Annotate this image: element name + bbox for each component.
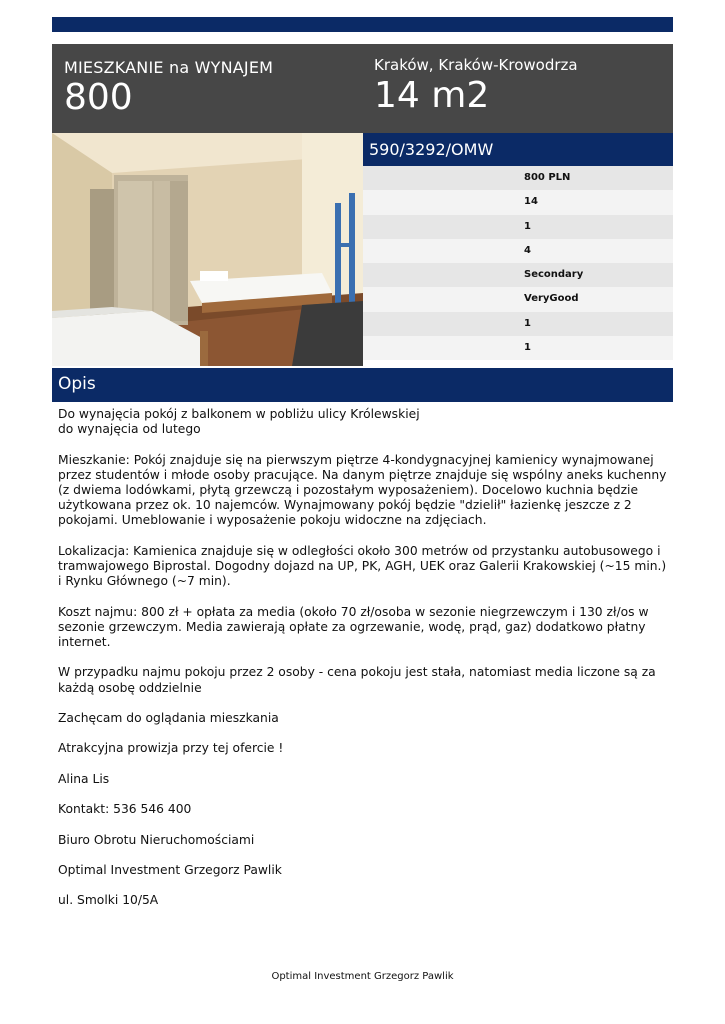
spec-value: 1 xyxy=(524,342,531,354)
spec-value: 800 PLN xyxy=(524,172,571,183)
reference-bar xyxy=(363,133,673,166)
description-heading-bar xyxy=(52,368,673,402)
description-paragraph: Lokalizacja: Kamienica znajduje się w odległości około 300 metrów od przystanku autobusowego i tramwajowego Biprostal. Dogodny dojazd na UP, PK, AGH, UEK oraz Galerii Krakowskiej (~15 min.) i Rynku Głównego (~7 min). xyxy=(58,543,667,589)
description-paragraph: Koszt najmu: 800 zł + opłata za media (około 70 zł/osoba w sezonie niegrzewczym i 130 zł/os w sezonie grzewczym. Media zawierają opłate za ogrzewanie, wodę, prąd, gaz) dodatkowo płatny internet. xyxy=(58,604,649,649)
description-paragraph: Atrakcyjna prowizja przy tej ofercie ! xyxy=(58,741,284,756)
spec-row xyxy=(363,287,673,311)
listing-area: 14 m2 xyxy=(374,75,490,116)
description-body xyxy=(58,407,670,924)
specs-table xyxy=(363,166,673,360)
spec-value: 4 xyxy=(524,244,531,256)
spec-value: 1 xyxy=(524,317,531,329)
spec-row xyxy=(363,190,673,214)
spec-row xyxy=(363,336,673,360)
spec-row xyxy=(363,263,673,287)
description-paragraph: Mieszkanie: Pokój znajduje się na pierwszym piętrze 4-kondygnacyjnej kamienicy wynajmowanej przez studentów i młode osoby pracujące. Na danym piętrze znajduje się wspólny aneks kuchenny (z dwiema lodówkami, płytą grzewczą i pozostałym wyposażeniem). Docelowo kuchnia będzie użytkowana przez ok. 10 najemców. Wynajmowany pokój będzie "dzielił" łazienkę jeszcze z 2 pokojami. Umeblowanie i wyposażenie pokoju widoczne na zdjęciach. xyxy=(58,452,667,528)
listing-type: MIESZKANIE na WYNAJEM xyxy=(64,58,274,77)
top-accent-bar xyxy=(52,17,673,32)
description-paragraph: W przypadku najmu pokoju przez 2 osoby - cena pokoju jest stała, natomiast media liczone są za każdą osobę oddzielnie xyxy=(58,665,656,695)
description-paragraph: Zachęcam do oglądania mieszkania xyxy=(58,710,279,725)
spec-row xyxy=(363,312,673,336)
description-paragraph: Do wynajęcia pokój z balkonem w pobliżu ulicy Królewskiej do wynajęcia od lutego xyxy=(58,407,420,437)
description-paragraph: Kontakt: 536 546 400 xyxy=(58,802,192,817)
listing-price: 800 xyxy=(64,77,133,118)
spec-value: VeryGood xyxy=(524,293,579,305)
description-paragraph: Biuro Obrotu Nieruchomościami xyxy=(58,832,255,847)
listing-header xyxy=(52,44,673,133)
listing-location: Kraków, Kraków-Krowodrza xyxy=(374,56,578,74)
description-paragraph: ul. Smolki 10/5A xyxy=(58,893,159,908)
description-heading: Opis xyxy=(58,374,96,394)
spec-row xyxy=(363,215,673,239)
page-footer: Optimal Investment Grzegorz Pawlik xyxy=(271,971,454,982)
spec-row xyxy=(363,239,673,263)
description-paragraph: Alina Lis xyxy=(58,771,110,786)
spec-value: 14 xyxy=(524,196,538,208)
listing-reference: 590/3292/OMW xyxy=(369,140,494,159)
spec-value: Secondary xyxy=(524,269,584,281)
spec-row xyxy=(363,166,673,190)
room-photo xyxy=(52,133,363,366)
spec-value: 1 xyxy=(524,220,531,232)
description-paragraph: Optimal Investment Grzegorz Pawlik xyxy=(58,862,282,877)
